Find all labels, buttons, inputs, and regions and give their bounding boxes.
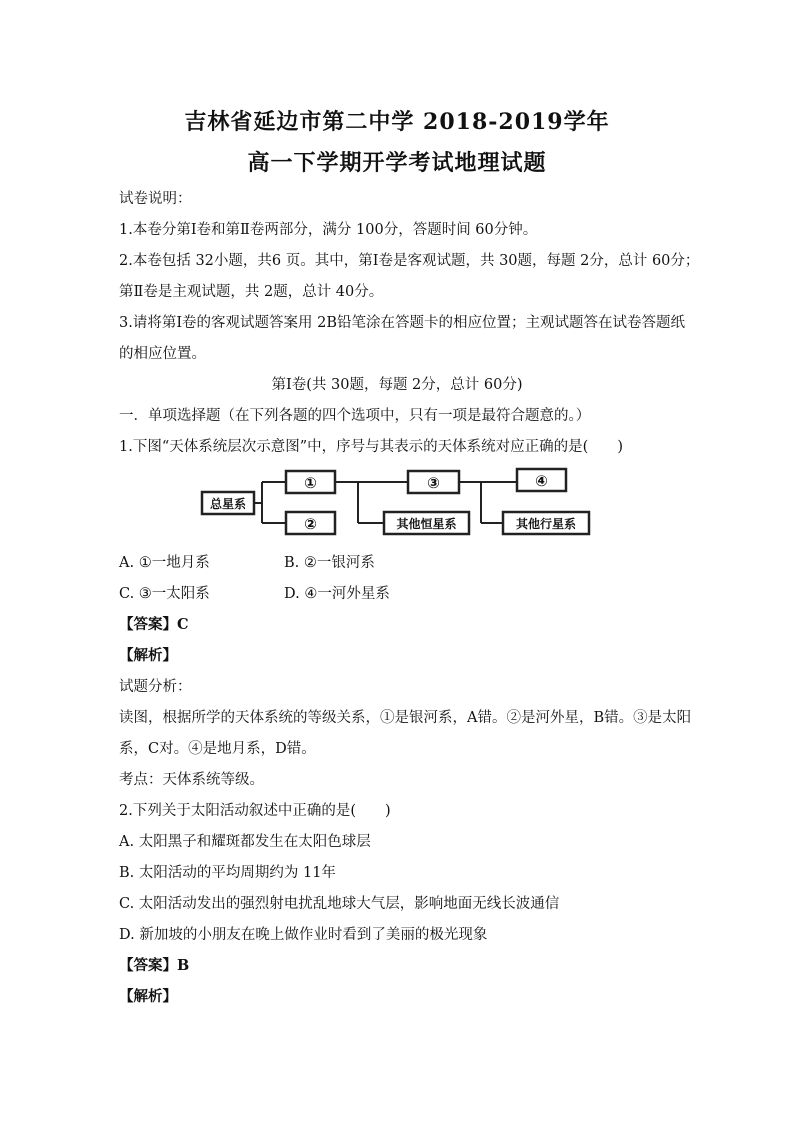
label-n2: ② [304, 515, 317, 533]
part-heading: 一．单项选择题（在下列各题的四个选项中，只有一项是最符合题意的。） [119, 408, 591, 424]
connector-root [254, 482, 286, 523]
q2-option-c: C. 太阳活动发出的强烈射电扰乱地球大气层，影响地面无线长波通信 [119, 896, 560, 912]
label-n3: ③ [427, 474, 440, 492]
q1-option-a: A. ①一地月系 [119, 555, 210, 571]
instruction-item-3a: 3.请将第Ⅰ卷的客观试题答案用 2B铅笔涂在答题卡的相应位置；主观试题答在试卷答题纸 [119, 315, 686, 331]
q1-analysis-label: 【解析】 [119, 647, 177, 664]
celestial-system-diagram [200, 463, 595, 538]
label-root: 总星系 [209, 497, 247, 511]
q1-analysis-sub: 试题分析： [119, 679, 192, 695]
q1-stem: 1.下图“天体系统层次示意图”中，序号与其表示的天体系统对应正确的是( ) [119, 439, 623, 455]
q1-option-c: C. ③一太阳系 [119, 586, 210, 602]
doc-title-line2: 高一下学期开学考试地理试题 [247, 150, 547, 176]
label-other-stars: 其他恒星系 [396, 517, 457, 531]
instruction-item-3b: 的相应位置。 [119, 346, 206, 362]
q1-answer [119, 613, 189, 634]
label-other-planets: 其他行星系 [515, 517, 577, 531]
q1-analysis-text-1: 读图，根据所学的天体系统的等级关系，①是银河系，A错。②是河外星，B错。③是太阳 [119, 710, 692, 726]
q1-answer-text: 【答案】C [119, 616, 189, 633]
q2-option-b: B. 太阳活动的平均周期约为 11年 [119, 865, 336, 881]
instruction-item-2b: 第Ⅱ卷是主观试题，共 2题，总计 40分。 [119, 284, 384, 300]
q2-option-d: D. 新加坡的小朋友在晚上做作业时看到了美丽的极光现象 [119, 927, 488, 943]
q1-point: 考点：天体系统等级。 [119, 772, 264, 788]
q2-stem: 2.下列关于太阳活动叙述中正确的是( ) [119, 803, 391, 819]
label-n1: ① [304, 474, 317, 492]
instruction-item-2a: 2.本卷包括 32小题，共6 页。其中，第Ⅰ卷是客观试题，共 30题，每题 2分，总计 60分； [119, 253, 700, 269]
doc-title-line1: 吉林省延边市第二中学 2018-2019学年 [184, 109, 610, 135]
section1-heading: 第Ⅰ卷(共 30题，每题 2分，总计 60分) [271, 377, 523, 393]
q2-option-a: A. 太阳黑子和耀斑都发生在太阳色球层 [119, 834, 371, 850]
q2-analysis-label: 【解析】 [119, 988, 177, 1005]
q1-option-b: B. ②一银河系 [284, 555, 375, 571]
q1-option-d: D. ④一河外星系 [284, 586, 390, 602]
instructions-heading: 试卷说明： [119, 191, 192, 207]
q2-answer: 【答案】B [119, 957, 190, 974]
label-n4: ④ [535, 472, 548, 490]
q1-analysis-text-2: 系，C对。④是地月系，D错。 [119, 741, 316, 757]
instruction-item-1: 1.本卷分第Ⅰ卷和第Ⅱ卷两部分，满分 100分，答题时间 60分钟。 [119, 222, 538, 238]
